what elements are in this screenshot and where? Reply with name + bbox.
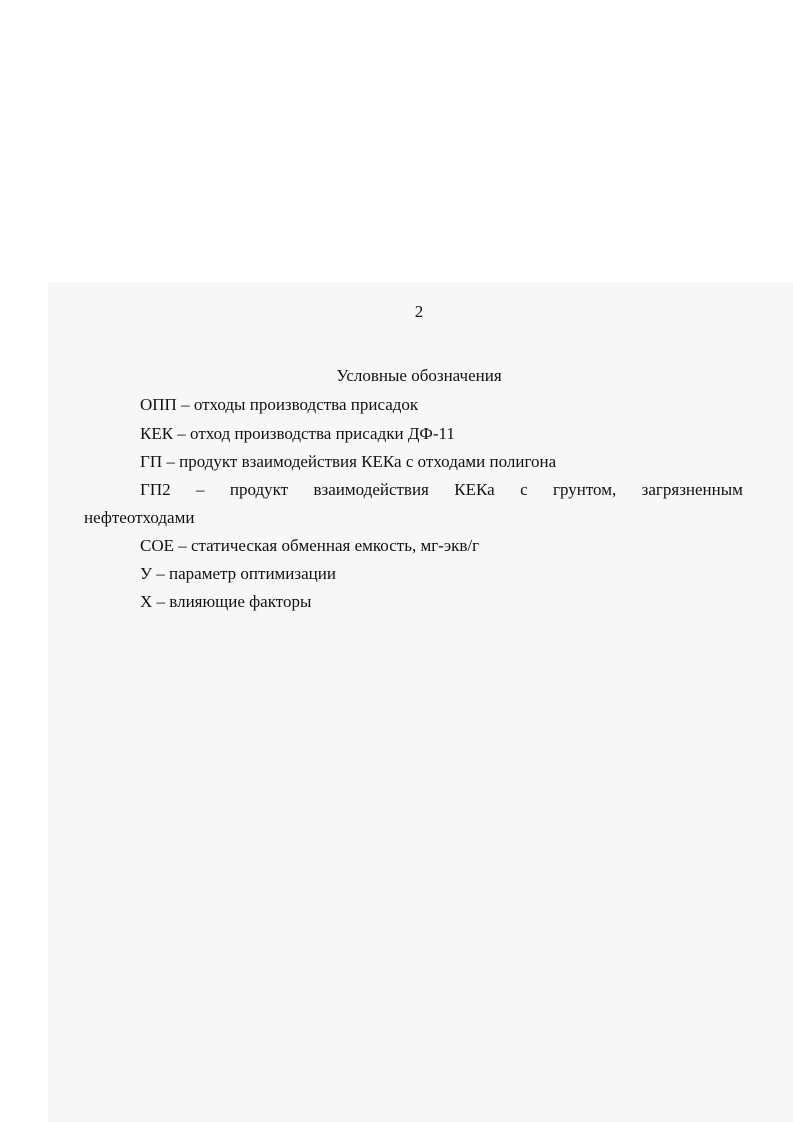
- gp2-word: загрязненным: [641, 480, 743, 499]
- abbreviation-gp2-continuation: нефтеотходами: [84, 508, 195, 527]
- abbreviation-x: Х – влияющие факторы: [140, 592, 312, 611]
- gp2-word: –: [196, 480, 205, 499]
- abbreviation-gp: ГП – продукт взаимодействия КЕКа с отходами полигона: [140, 452, 557, 471]
- abbreviation-soe: СОЕ – статическая обменная емкость, мг-экв/г: [140, 536, 480, 555]
- page-heading: Условные обозначения: [336, 366, 502, 385]
- page-number: 2: [414, 302, 424, 321]
- abbreviation-gp2: [140, 478, 743, 502]
- abbreviation-y: У – параметр оптимизации: [140, 564, 336, 583]
- gp2-word: взаимодействия: [313, 480, 429, 499]
- gp2-word: грунтом,: [553, 480, 617, 499]
- gp2-word: КЕКа: [454, 480, 495, 499]
- gp2-word: ГП2: [140, 480, 171, 499]
- gp2-word: с: [520, 480, 528, 499]
- abbreviation-opp: ОПП – отходы производства присадок: [140, 395, 419, 414]
- abbreviation-kek: КЕК – отход производства присадки ДФ-11: [140, 424, 455, 443]
- gp2-word: продукт: [229, 480, 289, 499]
